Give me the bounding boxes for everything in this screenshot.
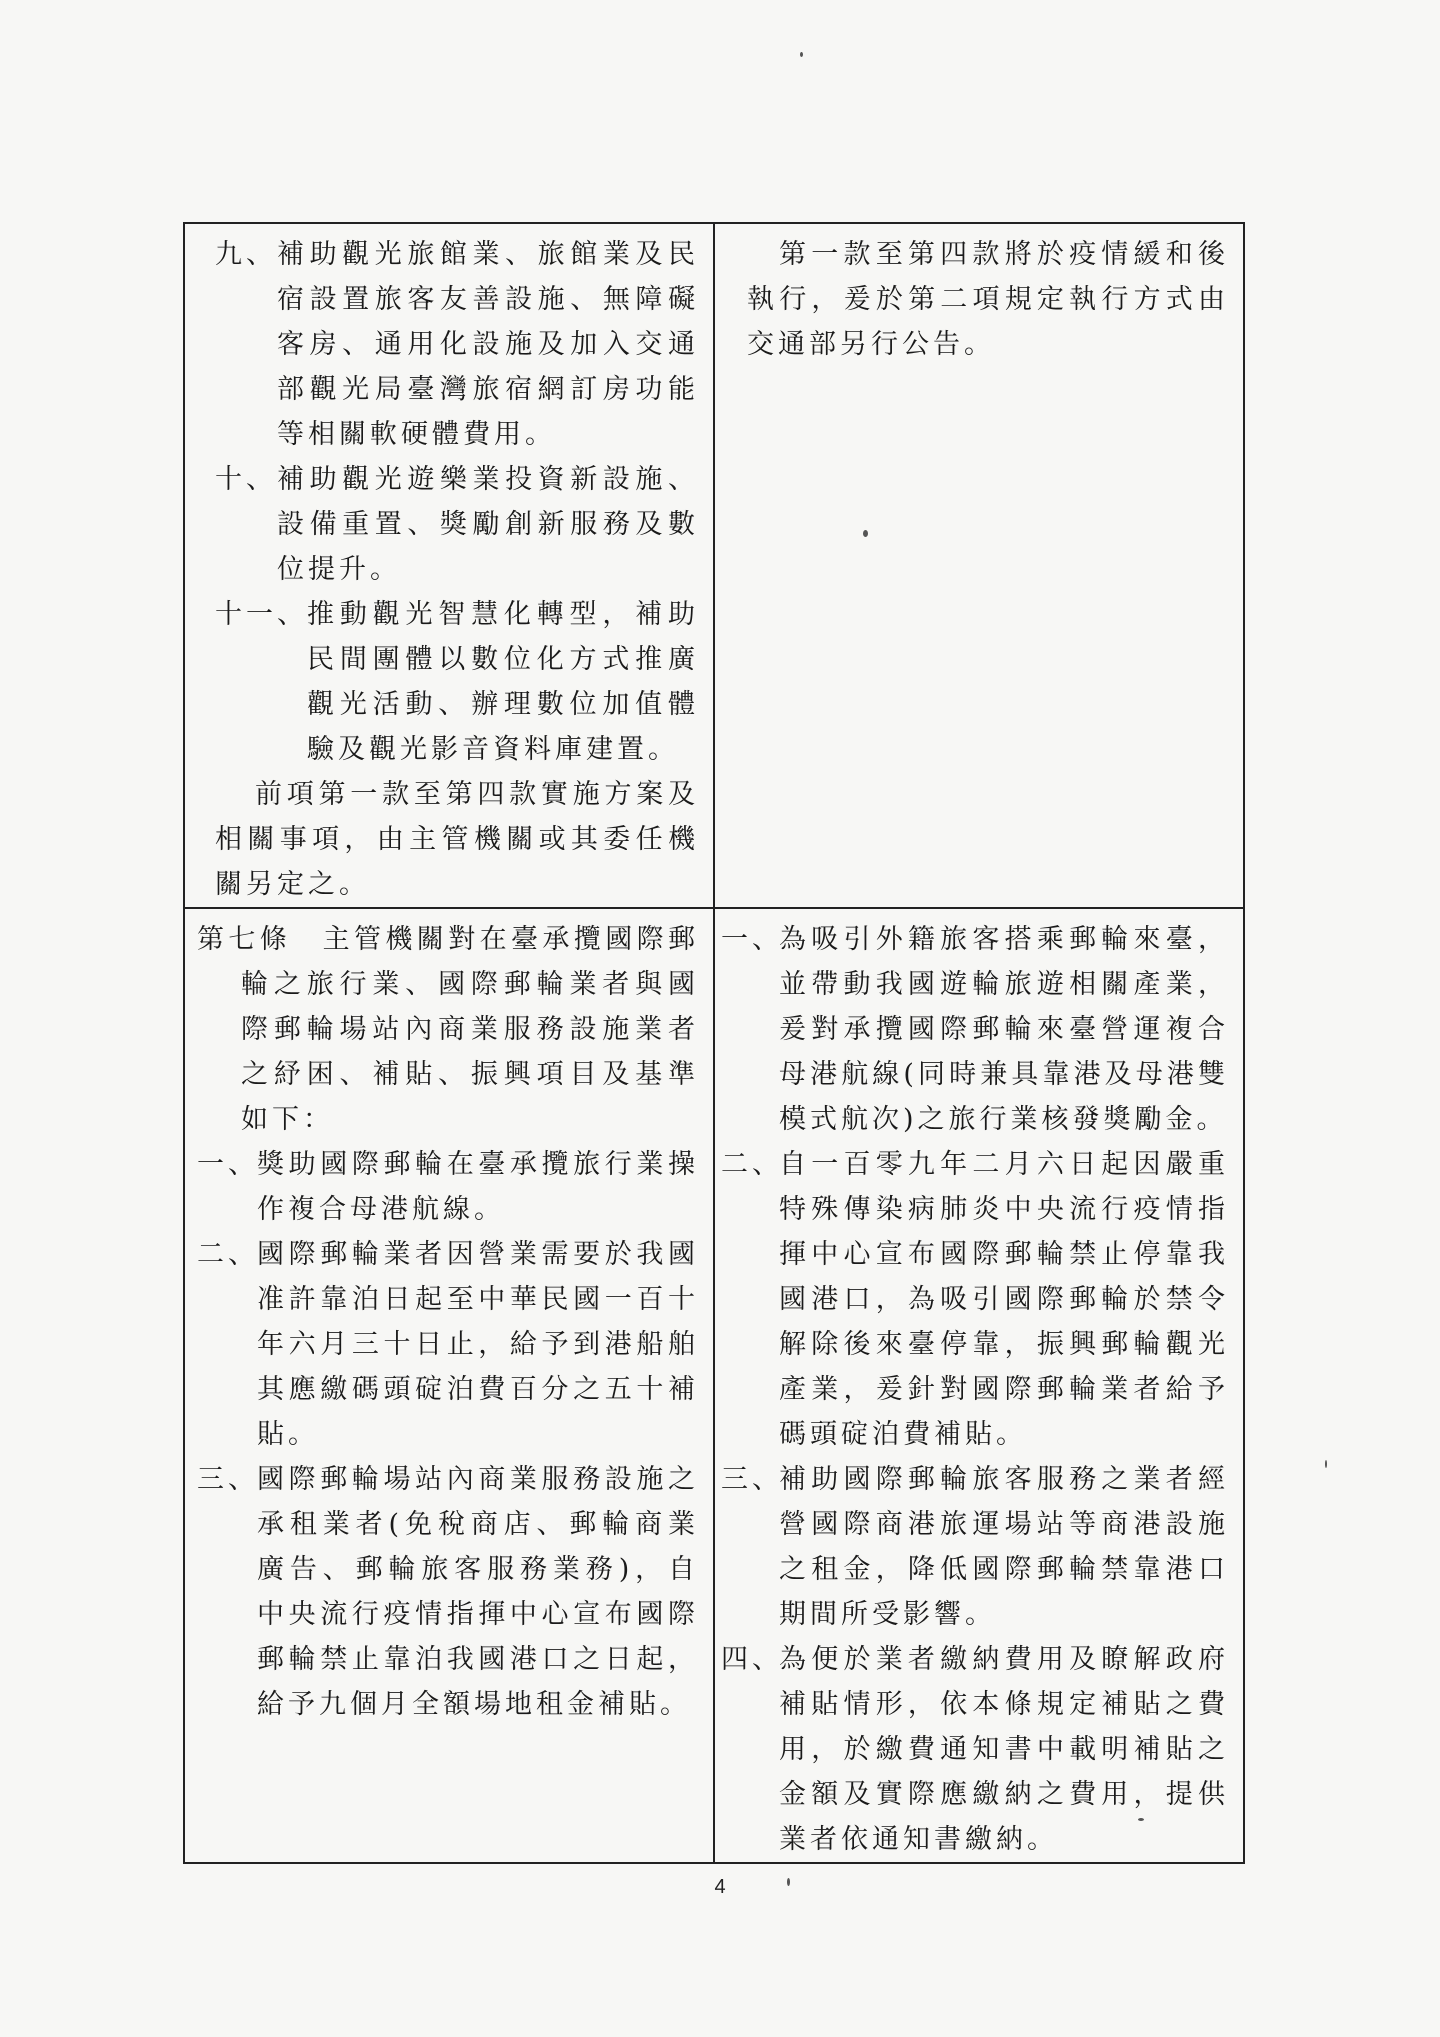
scan-speck bbox=[1325, 1460, 1327, 1468]
item-number: 一、 bbox=[721, 924, 783, 955]
item-text: 自一百零九年二月六日起因嚴重特殊傳染病肺炎中央流行疫情指揮中心宣布國際郵輪禁止停靠我國港口，為吸引國際郵輪於禁令解除後來臺停靠，振興郵輪觀光產業，爰針對國際郵輪業者給予碼頭碇泊費補貼。 bbox=[779, 1149, 1229, 1450]
item-number: 三、 bbox=[197, 1464, 259, 1495]
scan-speck bbox=[800, 52, 803, 57]
row1-provision-cell bbox=[184, 223, 714, 908]
list-item bbox=[197, 1457, 699, 1727]
item-number: 九、 bbox=[215, 239, 277, 270]
item-number: 二、 bbox=[197, 1239, 259, 1270]
item-text: 為便於業者繳納費用及瞭解政府補貼情形，依本條規定補貼之費用，於繳費通知書中載明補貼之金額及實際應繳納之費用，提供業者依通知書繳納。 bbox=[779, 1644, 1229, 1855]
item-text: 補助觀光遊樂業投資新設施、設備重置、獎勵創新服務及數位提升。 bbox=[277, 464, 699, 585]
list-item bbox=[215, 232, 699, 457]
item-number: 十、 bbox=[215, 464, 277, 495]
list-item bbox=[721, 1457, 1229, 1637]
scan-speck bbox=[863, 530, 868, 537]
item-number: 二、 bbox=[721, 1149, 783, 1180]
scan-speck bbox=[1138, 1818, 1144, 1821]
item-text: 為吸引外籍旅客搭乘郵輪來臺，並帶動我國遊輪旅遊相關產業，爰對承攬國際郵輪來臺營運複合母港航線(同時兼具靠港及母港雙模式航次)之旅行業核發獎勵金。 bbox=[779, 924, 1229, 1135]
item-text: 推動觀光智慧化轉型，補助民間團體以數位化方式推廣觀光活動、辦理數位加值體驗及觀光影音資料庫建置。 bbox=[307, 599, 699, 765]
row2-provision-cell bbox=[184, 908, 714, 1863]
item-text: 獎助國際郵輪在臺承攬旅行業操作複合母港航線。 bbox=[257, 1149, 699, 1225]
item-text: 國際郵輪場站內商業服務設施之承租業者(免稅商店、郵輪商業廣告、郵輪旅客服務業務)，自中央流行疫情指揮中心宣布國際郵輪禁止靠泊我國港口之日起，給予九個月全額場地租金補貼。 bbox=[257, 1464, 699, 1720]
list-item bbox=[721, 917, 1229, 1142]
list-item bbox=[197, 1232, 699, 1457]
table-row bbox=[184, 908, 1244, 1863]
comparison-table bbox=[183, 222, 1245, 1864]
page-number: 4 bbox=[714, 1876, 726, 1898]
list-item bbox=[721, 1142, 1229, 1457]
item-number: 三、 bbox=[721, 1464, 783, 1495]
explanation-paragraph: 第一款至第四款將於疫情緩和後執行，爰於第二項規定執行方式由交通部另行公告。 bbox=[747, 239, 1229, 360]
article-heading: 第七條 主管機關對在臺承攬國際郵輪之旅行業、國際郵輪業者與國際郵輪場站內商業服務設施業者之紓困、補貼、振興項目及基準如下： bbox=[197, 924, 699, 1135]
row2-explanation-cell bbox=[714, 908, 1244, 1863]
row1-explanation-cell bbox=[714, 223, 1244, 908]
table-row bbox=[184, 223, 1244, 908]
item-text: 國際郵輪業者因營業需要於我國准許靠泊日起至中華民國一百十年六月三十日止，給予到港船舶其應繳碼頭碇泊費百分之五十補貼。 bbox=[257, 1239, 699, 1450]
list-item bbox=[721, 1637, 1229, 1862]
scan-speck bbox=[787, 1878, 790, 1886]
list-item bbox=[197, 1142, 699, 1232]
list-item bbox=[215, 457, 699, 592]
item-number: 十一、 bbox=[215, 599, 308, 630]
item-number: 四、 bbox=[721, 1644, 783, 1675]
closing-paragraph: 前項第一款至第四款實施方案及相關事項，由主管機關或其委任機關另定之。 bbox=[215, 779, 699, 900]
item-text: 補助觀光旅館業、旅館業及民宿設置旅客友善設施、無障礙客房、通用化設施及加入交通部觀光局臺灣旅宿網訂房功能等相關軟硬體費用。 bbox=[277, 239, 699, 450]
list-item bbox=[215, 592, 699, 772]
item-number: 一、 bbox=[197, 1149, 259, 1180]
item-text: 補助國際郵輪旅客服務之業者經營國際商港旅運場站等商港設施之租金，降低國際郵輪禁靠港口期間所受影響。 bbox=[779, 1464, 1229, 1630]
